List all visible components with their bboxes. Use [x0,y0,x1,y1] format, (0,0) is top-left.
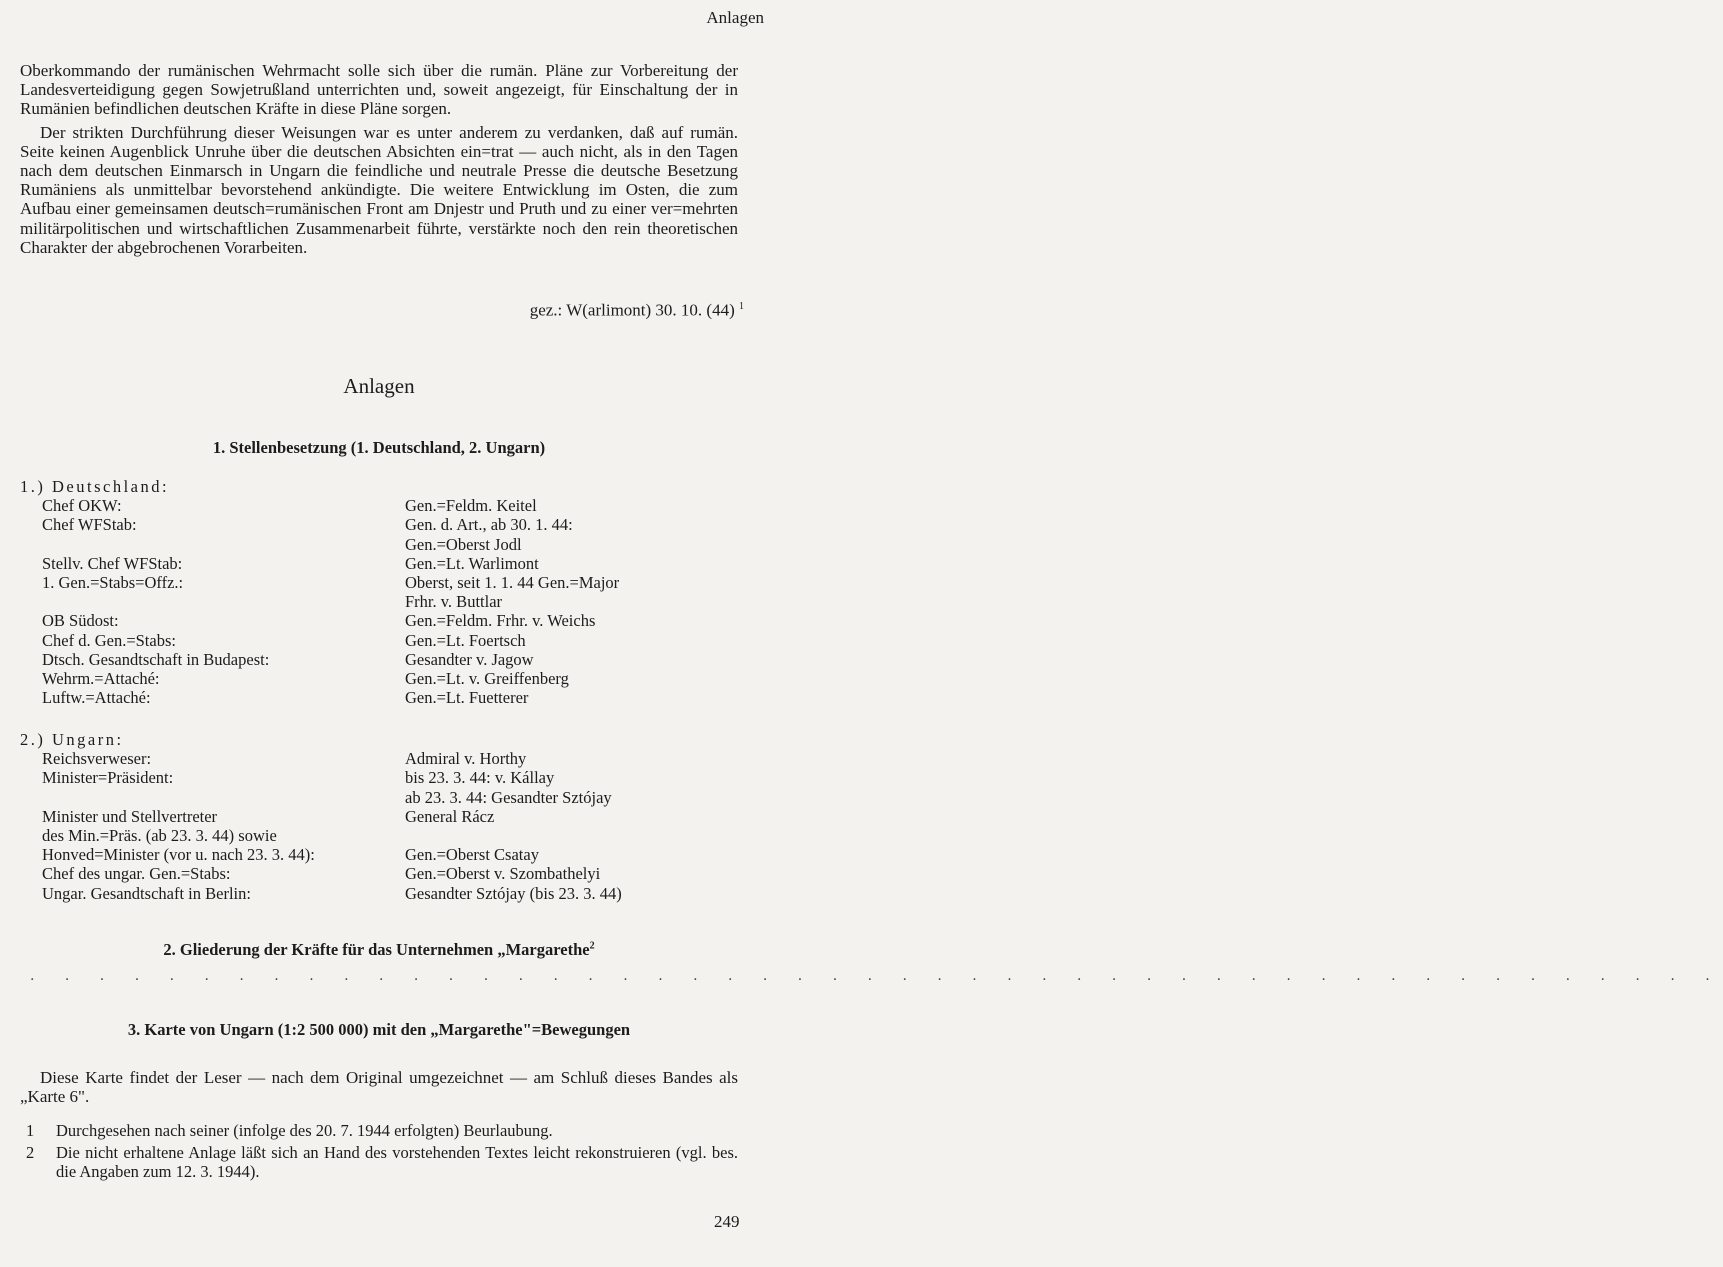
footnote-ref: 1 [739,301,744,312]
heading-3: 3. Karte von Ungarn (1:2 500 000) mit den „Margarethe"=Bewegungen [127,1020,631,1039]
footnote-number: 1 [26,1121,35,1140]
list-label: 1.) Deutschland: [20,477,170,496]
list-row [20,788,760,807]
list-row [20,749,760,768]
list-row [20,807,760,826]
page-number: 249 [714,1212,740,1231]
list-row [20,826,760,845]
role-label: Chef d. Gen.=Stabs: [42,630,176,650]
officeholder-name: Oberst, seit 1. 1. 44 Gen.=Major [405,573,620,593]
running-head: Anlagen [706,8,764,27]
list-row [20,554,760,573]
officeholder-name: Gen.=Oberst v. Szombathelyi [405,864,601,884]
list-row [20,884,760,903]
officeholder-name: Gen.=Oberst Csatay [405,845,539,865]
list-row [20,631,760,650]
role-label: Dtsch. Gesandtschaft in Budapest: [42,649,270,669]
officeholder-name: Gen.=Lt. Warlimont [405,553,539,573]
officeholder-name: bis 23. 3. 44: v. Kállay [405,768,555,788]
role-label: OB Südost: [42,611,119,631]
list-row [20,515,760,534]
list-row [20,669,760,688]
list-row [20,535,760,554]
heading-2 [20,940,738,960]
officeholder-name: General Rácz [405,806,495,826]
role-label: Chef WFStab: [42,515,137,535]
list-row [20,768,760,787]
officeholder-name: Gen.=Lt. v. Greiffenberg [405,669,569,689]
omission-dots: . . . . . . . . . . . . . . . . . . . . . . . . . . . . . . . . . . . . . . . . . . . . . . . . . [30,968,1723,984]
officeholder-name: Admiral v. Horthy [405,749,527,769]
list-row [20,592,760,611]
footnote [20,1143,738,1182]
footnotes [20,1121,738,1184]
role-label: 1. Gen.=Stabs=Offz.: [42,573,184,593]
role-label: Minister=Präsident: [42,768,174,788]
section-title: Anlagen [343,374,415,398]
officeholder-name: Gesandter Sztójay (bis 23. 3. 44) [405,883,622,903]
paragraph: Der strikten Durchführung dieser Weisungen war es unter anderem zu verdanken, daß auf rumän. Seite keinen Augenblick Unruhe über die deutschen Absichten ein=trat — auch nicht, als in den Tagen nach dem deutschen Einmarsch in Ungarn die feindliche und neutrale Presse die deutsche Besetzung Rumäniens als unmittelbar bevorstehend ankündigte. Die weitere Entwicklung im Osten, die zum Aufbau einer gemeinsamen deutsch=rumänischen Front am Dnjestr und Pruth und zu einer ver=mehrten militärpolitischen und wirtschaftlichen Zusammenarbeit führte, verstärkte noch den rein theoretischen Charakter der abgebrochenen Vorarbeiten. [20,122,738,257]
role-label [20,535,405,554]
officeholder-name: Gen.=Feldm. Keitel [405,496,537,516]
officeholder-name: Frhr. v. Buttlar [405,592,503,612]
list-row [20,650,760,669]
list-row [20,496,760,515]
officeholder-name: Gen.=Lt. Fuetterer [405,688,529,708]
heading-1: 1. Stellenbesetzung (1. Deutschland, 2. Ungarn) [212,438,546,457]
germany-list [20,477,760,707]
role-label: des Min.=Präs. (ab 23. 3. 44) sowie [42,826,277,846]
footnote-number: 2 [26,1142,35,1162]
signature [530,297,744,320]
list-row [20,573,760,592]
role-label: Ungar. Gesandtschaft in Berlin: [42,883,251,903]
officeholder-name: ab 23. 3. 44: Gesandter Sztójay [405,787,612,807]
officeholder-name: Gesandter v. Jagow [405,649,534,669]
role-label: Reichsverweser: [42,749,152,769]
paragraph: Oberkommando der rumänischen Wehrmacht solle sich über die rumän. Pläne zur Vorbereitung der Landesverteidigung gegen Sowjetrußland unterrichten und, soweit angezeigt, für Einschaltung der in Rumänien befindlichen deutschen Kräfte in diese Pläne sorgen. [20,61,738,119]
role-label: Wehrm.=Attaché: [42,669,160,689]
role-label: Chef OKW: [42,496,122,516]
officeholder-name: Gen. d. Art., ab 30. 1. 44: [405,515,573,535]
footnote-text: Die nicht erhaltene Anlage läßt sich an Hand des vorstehenden Textes leicht rekonstruieren (vgl. bes. die Angaben zum 12. 3. 1944). [56,1142,738,1181]
role-label: Minister und Stellvertreter [42,806,218,826]
role-label: Chef des ungar. Gen.=Stabs: [42,864,231,884]
officeholder-name: Gen.=Lt. Foertsch [405,630,526,650]
officeholder-name: Gen.=Feldm. Frhr. v. Weichs [405,611,596,631]
footnote-ref: 2 [589,940,595,952]
list-row [20,845,760,864]
officeholder-name: Gen.=Oberst Jodl [405,534,522,554]
list-label: 2.) Ungarn: [20,730,124,749]
role-label: Honved=Minister (vor u. nach 23. 3. 44): [42,845,315,865]
list-row [20,688,760,707]
list-row [20,611,760,630]
footnote-text: Durchgesehen nach seiner (infolge des 20. 7. 1944 erfolgten) Beurlaubung. [56,1121,553,1140]
heading-2-text: 2. Gliederung der Kräfte für das Unternehmen „Margarethe [163,940,590,959]
role-label: Stellv. Chef WFStab: [42,553,183,573]
officeholder-name [405,826,760,845]
role-label: Luftw.=Attaché: [42,688,151,708]
body-text [20,61,738,257]
role-label [20,788,405,807]
role-label [20,592,405,611]
signature-text: gez.: W(arlimont) 30. 10. (44) [529,300,735,320]
map-note: Diese Karte findet der Leser — nach dem Original umgezeichnet — am Schluß dieses Bandes als „Karte 6". [20,1068,738,1107]
footnote [20,1121,738,1141]
hungary-list [20,730,760,903]
list-row [20,864,760,883]
